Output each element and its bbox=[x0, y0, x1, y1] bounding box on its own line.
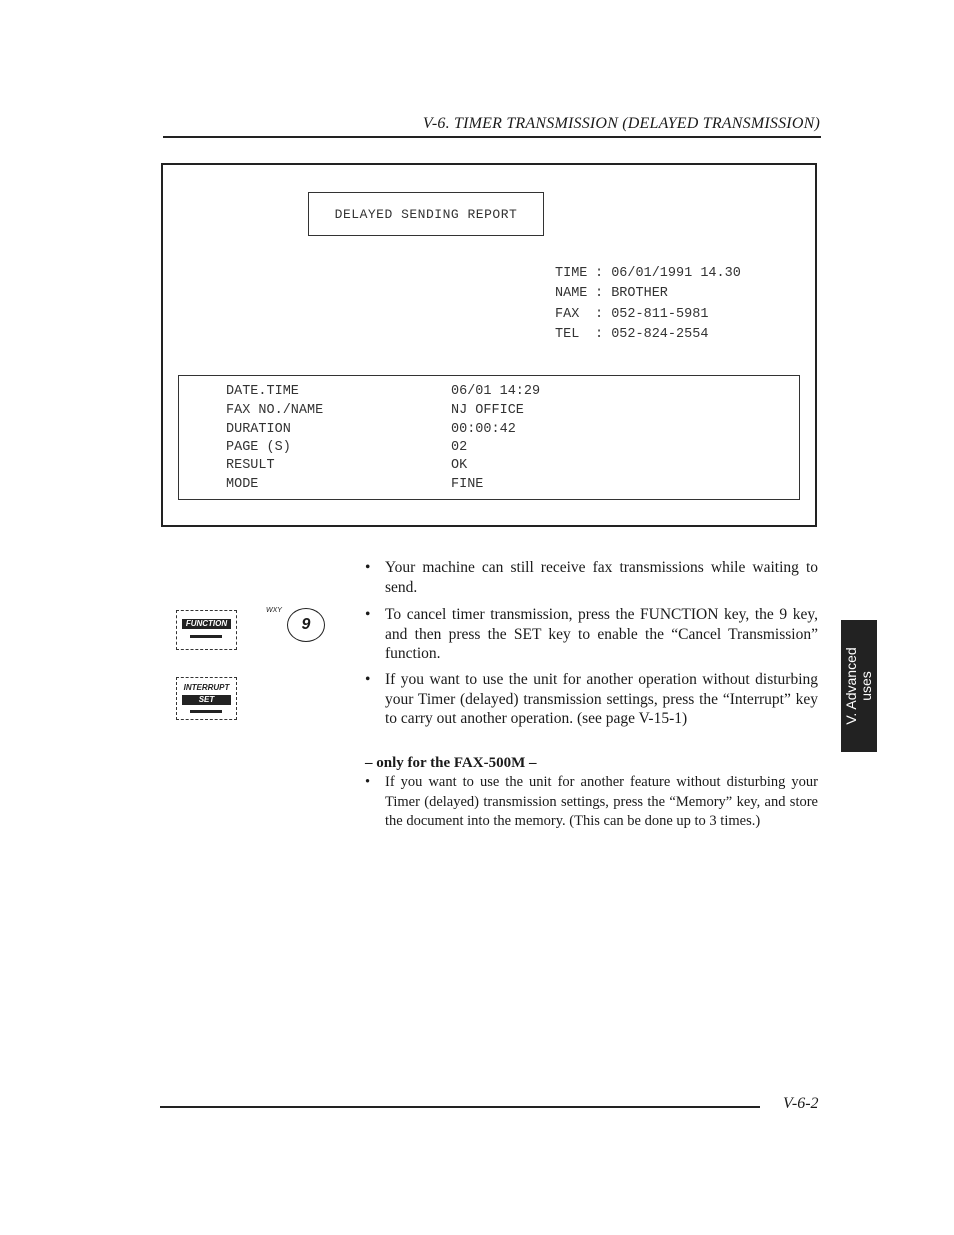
sender-info bbox=[555, 264, 741, 345]
function-key-label: FUNCTION bbox=[182, 619, 231, 629]
log-row bbox=[226, 384, 540, 399]
log-row bbox=[226, 458, 467, 473]
sender-value: : 052-811-5981 bbox=[595, 306, 709, 322]
log-value: 06/01 14:29 bbox=[451, 384, 541, 399]
log-row bbox=[226, 403, 524, 418]
log-label: DATE.TIME bbox=[226, 384, 299, 399]
side-tab-label bbox=[844, 647, 874, 724]
header-rule bbox=[163, 136, 821, 138]
function-key-illustration bbox=[176, 610, 237, 650]
sender-label: NAME bbox=[555, 286, 588, 302]
bullet-receive bbox=[365, 558, 818, 597]
interrupt-key-illustration bbox=[176, 677, 237, 720]
key-bar bbox=[190, 710, 222, 713]
bullet-text: • If you want to use the unit for another feature without disturbing your Timer (delayed) transmission settings, press the “Memory” key, and store the document into the memory. (This can be done up to 3 times.) bbox=[365, 773, 818, 832]
bullet-text: • To cancel timer transmission, press the FUNCTION key, the 9 key, and then press the SET key to enable the “Cancel Transmission” function. bbox=[365, 605, 818, 664]
dial-key-9 bbox=[287, 608, 325, 642]
log-label: PAGE (S) bbox=[226, 440, 291, 455]
log-value: FINE bbox=[451, 477, 484, 492]
page-number: V-6-2 bbox=[783, 1095, 819, 1112]
sender-value: : 052-824-2554 bbox=[595, 326, 709, 342]
bullet-memory bbox=[365, 773, 818, 832]
sender-label: TIME bbox=[555, 266, 588, 281]
transmission-log bbox=[178, 375, 800, 500]
log-value: NJ OFFICE bbox=[451, 403, 524, 418]
sender-label: TEL bbox=[555, 326, 580, 342]
sender-value: : BROTHER bbox=[595, 286, 668, 302]
dial-key-letters: WXY bbox=[266, 607, 282, 614]
model-subheading: – only for the FAX-500M – bbox=[365, 755, 537, 771]
set-key-label: SET bbox=[182, 695, 231, 705]
log-value: OK bbox=[451, 458, 468, 473]
log-label: RESULT bbox=[226, 458, 275, 473]
log-value: 02 bbox=[451, 440, 468, 455]
dial-key-number: 9 bbox=[301, 616, 311, 633]
sender-label: FAX bbox=[555, 306, 580, 322]
log-row bbox=[226, 440, 467, 455]
bullet-cancel bbox=[365, 605, 818, 664]
bullet-text: • If you want to use the unit for another operation without disturbing your Timer (delayed) transmission settings, press the “Interrupt” key to carry out another operation. (see page V-15-1) bbox=[365, 670, 818, 729]
log-label: FAX NO./NAME bbox=[226, 403, 324, 418]
sender-row-time bbox=[555, 264, 741, 284]
key-bar bbox=[190, 635, 222, 638]
sender-row-fax bbox=[555, 305, 741, 325]
bullet-interrupt bbox=[365, 670, 818, 729]
footer-rule bbox=[160, 1106, 760, 1108]
side-tab-line1: V. Advanced bbox=[843, 647, 859, 725]
log-value: 00:00:42 bbox=[451, 422, 516, 437]
bullet-text: • Your machine can still receive fax transmissions while waiting to send. bbox=[365, 558, 818, 597]
log-label: MODE bbox=[226, 477, 259, 492]
sender-value: : 06/01/1991 14.30 bbox=[595, 266, 741, 281]
section-title: V-6. TIMER TRANSMISSION (DELAYED TRANSMISSION) bbox=[422, 115, 820, 132]
interrupt-key-label: INTERRUPT bbox=[183, 683, 230, 692]
side-tab-line2: uses bbox=[858, 671, 874, 701]
chapter-side-tab bbox=[841, 620, 877, 752]
log-row bbox=[226, 477, 483, 492]
report-title: DELAYED SENDING REPORT bbox=[308, 192, 544, 236]
sender-row-name bbox=[555, 284, 741, 304]
log-row bbox=[226, 422, 516, 437]
log-label: DURATION bbox=[226, 422, 291, 437]
sender-row-tel bbox=[555, 325, 741, 345]
